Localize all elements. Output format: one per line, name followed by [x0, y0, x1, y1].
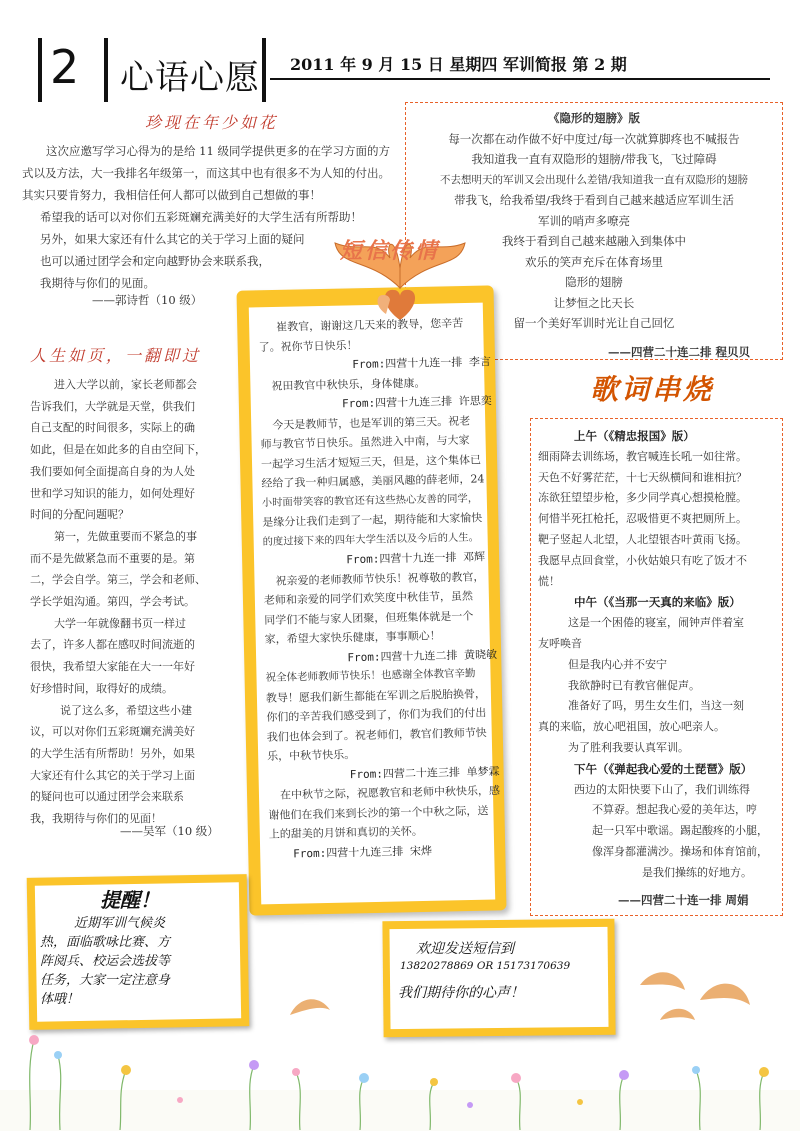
article2-line: 二，学会自学。第三，学会和老师、: [30, 573, 206, 587]
poem-line: 我知道我一直有双隐形的翅膀/带我飞，飞过障碍: [471, 152, 717, 166]
reminder-title: 提醒！: [100, 888, 160, 912]
article2-title: 人生如页，一翻即过: [30, 346, 202, 365]
article2-line: 去了，许多人都在感叹时间流逝的: [30, 638, 195, 652]
sms-line: 小时面带笑容的教官还有这些热心友善的同学，: [261, 491, 479, 509]
article2-line: 学长学姐沟通。第四，学会考试。: [30, 595, 195, 609]
article1-line: 我期待与你们的见面。: [40, 276, 155, 290]
poem-title: 《隐形的翅膀》版: [548, 111, 640, 125]
article2-signature: ——吴军（10 级）: [120, 824, 219, 838]
songs-title: 歌词串烧: [590, 373, 715, 406]
song-line: 真的来临，放心吧祖国，放心吧亲人。: [538, 720, 725, 734]
section-title: 心语心愿: [120, 58, 260, 98]
article2-line: 时间的分配问题呢？: [30, 508, 129, 522]
poem-signature: ——四营二十连二排 程贝贝: [608, 345, 751, 359]
article1-line: 这次应邀写学习心得为的是给 11 级同学提供更多的在学习方面的方: [46, 144, 390, 158]
sms-line: 祝全体老师教师节快乐！也感谢全体教官辛勤: [265, 667, 476, 684]
article2-line: 议，可以对你们五彩斑斓充满美好: [30, 725, 195, 739]
sms-line: 祝田教官中秋快乐，身体健康。: [271, 376, 426, 393]
article2-line: 而不是先做紧急而不重要的是。第: [30, 551, 195, 565]
sms-message-3: [260, 411, 495, 572]
sms-from: From:四营十九连三排 许思奕: [341, 394, 492, 411]
article2-line: 的大学生活有所帮助！另外，如果: [30, 746, 195, 760]
song-line: 靶子竖起人北望，人北望银杏叶黄雨飞扬。: [538, 532, 747, 546]
article2-line: 说了这么多，希望这些小建: [60, 703, 192, 717]
song-line: 何惜半死扛枪托，忍吸惜更不爽把厕所上。: [538, 512, 747, 526]
welcome-phone: 13820278869 OR 15173170639: [400, 960, 571, 972]
sms-message-2: [259, 372, 492, 416]
article2-line: 自己支配的时间很多，实际上的确: [30, 421, 195, 435]
song-line: 友呼唤音: [538, 636, 582, 650]
song-heading: 下午（《弹起我心爱的土琵琶》版）: [574, 761, 753, 776]
header-bar-mid: [104, 38, 108, 102]
sms-line: 祝亲爱的老师教师节快乐！祝尊敬的教官，: [275, 569, 485, 588]
article2-line: 告诉我们，大学就是天堂，供我们: [30, 399, 195, 413]
sms-message-4: [263, 567, 497, 669]
sms-message-6: [268, 781, 502, 864]
song-line: 天色不好雾茫茫，十七天纵横间和谁相抗？: [538, 470, 747, 484]
poem-line: 欢乐的笑声充斥在体育场里: [525, 254, 663, 269]
sms-message-1: [258, 313, 491, 376]
poem-line: 带我飞，给我希望/我终于看到自己越来越适应军训生活: [454, 193, 734, 207]
sms-line: 师与教官节日快乐。虽然进入中南，与大家: [260, 433, 470, 451]
article2-body: [30, 374, 230, 830]
poem-line: 我终于看到自己越来越融入到集体中: [502, 234, 686, 248]
article1-line: 希望我的话可以对你们五彩斑斓充满美好的大学生活有所帮助！: [40, 210, 362, 224]
sms-line: 谢他们在我们来到长沙的第一个中秋之际，送: [268, 803, 489, 822]
date-line: 2011 年 9 月 15 日 星期四 军训简报 第 2 期: [290, 55, 627, 74]
song-line: 我愿早点回食堂，小伙姑娘只有吃了饭才不: [538, 553, 747, 567]
sms-line: 在中秋节之际，祝愿教官和老师中秋快乐，感: [279, 784, 501, 802]
sms-from: From:四营十九连三排 宋烨: [293, 843, 433, 860]
sms-line: 今天是教师节，也是军训的第三天。祝老: [272, 414, 471, 432]
song-line: 我欲静时已有教官催促声。: [568, 678, 700, 692]
sms-line: 经给了我一种归属感，美丽风趣的薛老师，24: [261, 472, 485, 490]
poem-line: 每一次都在动作做不好中度过/每一次就算脚疼也不喊报告: [448, 131, 740, 146]
flower-decoration: [0, 960, 800, 1131]
welcome-line1: 欢迎发送短信到: [416, 941, 514, 957]
poem-line: 隐形的翅膀: [565, 275, 623, 289]
article2-line: 我，我期待与你们的见面！: [30, 812, 162, 826]
header-bar-right: [262, 38, 266, 102]
song-line: 起一只军中歌谣。踢起酸疼的小腿，: [592, 824, 768, 838]
reminder-line: 任务，大家一定注意身: [40, 973, 171, 988]
header-bar-left: [38, 38, 42, 102]
song-heading: 上午（《精忠报国》版）: [574, 429, 695, 443]
article2-line: 第一，先做重要而不紧急的事: [54, 529, 197, 543]
sms-line: 家，希望大家快乐健康，事事顺心！: [264, 629, 441, 646]
article2-line: 我们要如何全面提高自身的为人处: [30, 464, 195, 478]
reminder-line: 体哦！: [40, 992, 80, 1007]
article1-title: 珍现在年少如花: [145, 113, 279, 132]
article1-line: 另外，如果大家还有什么其它的关于学习上面的疑问: [40, 232, 305, 246]
sms-line: 上的甜美的月饼和真切的关怀。: [268, 824, 423, 841]
article2-line: 大学一年就像翻书页一样过: [54, 616, 186, 630]
sms-line: 乐，中秋节快乐。: [267, 748, 356, 763]
song-line: 不算孬。想起我心爱的美年达，哼: [592, 803, 757, 817]
poem-line: 军训的哨声多嘹亮: [538, 213, 630, 228]
sms-from: From:四营十九连二排 黄晓敏: [347, 647, 498, 664]
sms-line: 的度过接下来的四年大学生活以及今后的人生。: [262, 530, 479, 548]
sms-line: 同学们不能与家人团聚，但班集体就是一个: [264, 609, 474, 627]
sms-line: 了。祝你节日快乐！: [258, 338, 358, 354]
poem-line: 让梦恒之比天长: [553, 295, 635, 310]
sms-from: From:四营十九连一排 邓辉: [346, 550, 486, 567]
song-line: 但是我内心并不安宁: [568, 657, 667, 671]
sms-content: [258, 313, 501, 864]
song-line: 是我们操练的好地方。: [642, 865, 752, 879]
song-line: 西边的太阳快要下山了，我们训练得: [574, 782, 750, 796]
header-underline: [270, 78, 770, 80]
song-line: 慌！: [538, 574, 560, 588]
sms-title: 短信传情: [340, 238, 441, 264]
song-line: 准备好了吗，男生女生们，当这一刻: [568, 699, 744, 713]
article2-line: 如此，但是在如此多的自由空间下，: [30, 443, 206, 457]
song-heading: 中午（《当那一天真的来临》版）: [574, 595, 741, 610]
song-line: 像浑身都灌满沙。操场和体育馆前，: [592, 844, 768, 858]
article1-line: 其实只要肯努力，我相信任何人都可以做到自己想做的事！: [22, 188, 321, 202]
welcome-line3: 我们期待你的心声！: [398, 985, 524, 1001]
song-line: 这是一个困倦的寝室，闹钟声伴着室: [568, 616, 744, 630]
sms-from: From:四营十九连一排 李言: [352, 355, 492, 372]
sms-line: 是缘分让我们走到了一起，期待能和大家愉快: [262, 511, 483, 529]
article2-line: 很快，我希望大家能在大一一年好: [30, 660, 195, 674]
article2-line: 进入大学以前，家长老师都会: [54, 378, 197, 391]
sms-line: 你们的辛苦我们感受到了，你们为我们的付出: [266, 706, 487, 724]
reminder-line: 阵阅兵、校运会选拔等: [40, 954, 171, 969]
issue-number: 2: [50, 40, 80, 94]
song-line: 细雨降去训练场，教官喊连长吼一如往常。: [538, 449, 747, 463]
article2-line: 好珍惜时间，取得好的成绩。: [30, 681, 173, 695]
article1-line: 也可以通过团学会和定向越野协会来联系我，: [40, 254, 270, 268]
songs-signature: ——四营二十连一排 周娟: [618, 893, 749, 907]
article2-line: 大家还有什么其它的关于学习上面: [30, 768, 195, 782]
sms-line: 崔教官，谢谢这几天来的教导，您辛苦: [276, 316, 464, 334]
sms-line: 教导！愿我们新生都能在军训之后脱胎换骨，: [265, 686, 487, 705]
song-line: 冻欲狂望望步枪，多少同学真心想摸枪膛。: [538, 491, 747, 505]
songs-content: [538, 426, 783, 884]
article2-line: 世和学习知识的能力，如何处理好: [30, 486, 195, 500]
article1-signature: ——郭诗哲（10 级）: [92, 293, 203, 307]
poem-line: 留一个美好军训时光让自己回忆: [513, 316, 675, 330]
sms-line: 我们也体会到了。祝老师们，教官们教师节快: [266, 725, 487, 744]
article2-line: 的疑问也可以通过团学会来联系: [30, 790, 184, 804]
sms-line: 一起学习生活才短短三天，但是，这个集体已: [260, 452, 482, 471]
sms-message-5: [265, 664, 499, 786]
reminder-line: 热，面临歌咏比赛、方: [40, 935, 171, 950]
reminder-line: 近期军训气候炎: [74, 916, 166, 931]
poem-line: 不去想明天的军训又会出现什么差错/我知道我一直有双隐形的翅膀: [439, 173, 749, 186]
sms-from: From:四营二十连三排 单梦霖: [349, 764, 500, 781]
sms-line: 老师和亲爱的同学们欢笑度中秋佳节，虽然: [263, 589, 474, 607]
song-line: 为了胜利我要认真军训。: [568, 740, 689, 754]
article1-line: 式以及方法，大一我排名年级第一，而这其中也有很多不为人知的付出。: [22, 166, 390, 180]
